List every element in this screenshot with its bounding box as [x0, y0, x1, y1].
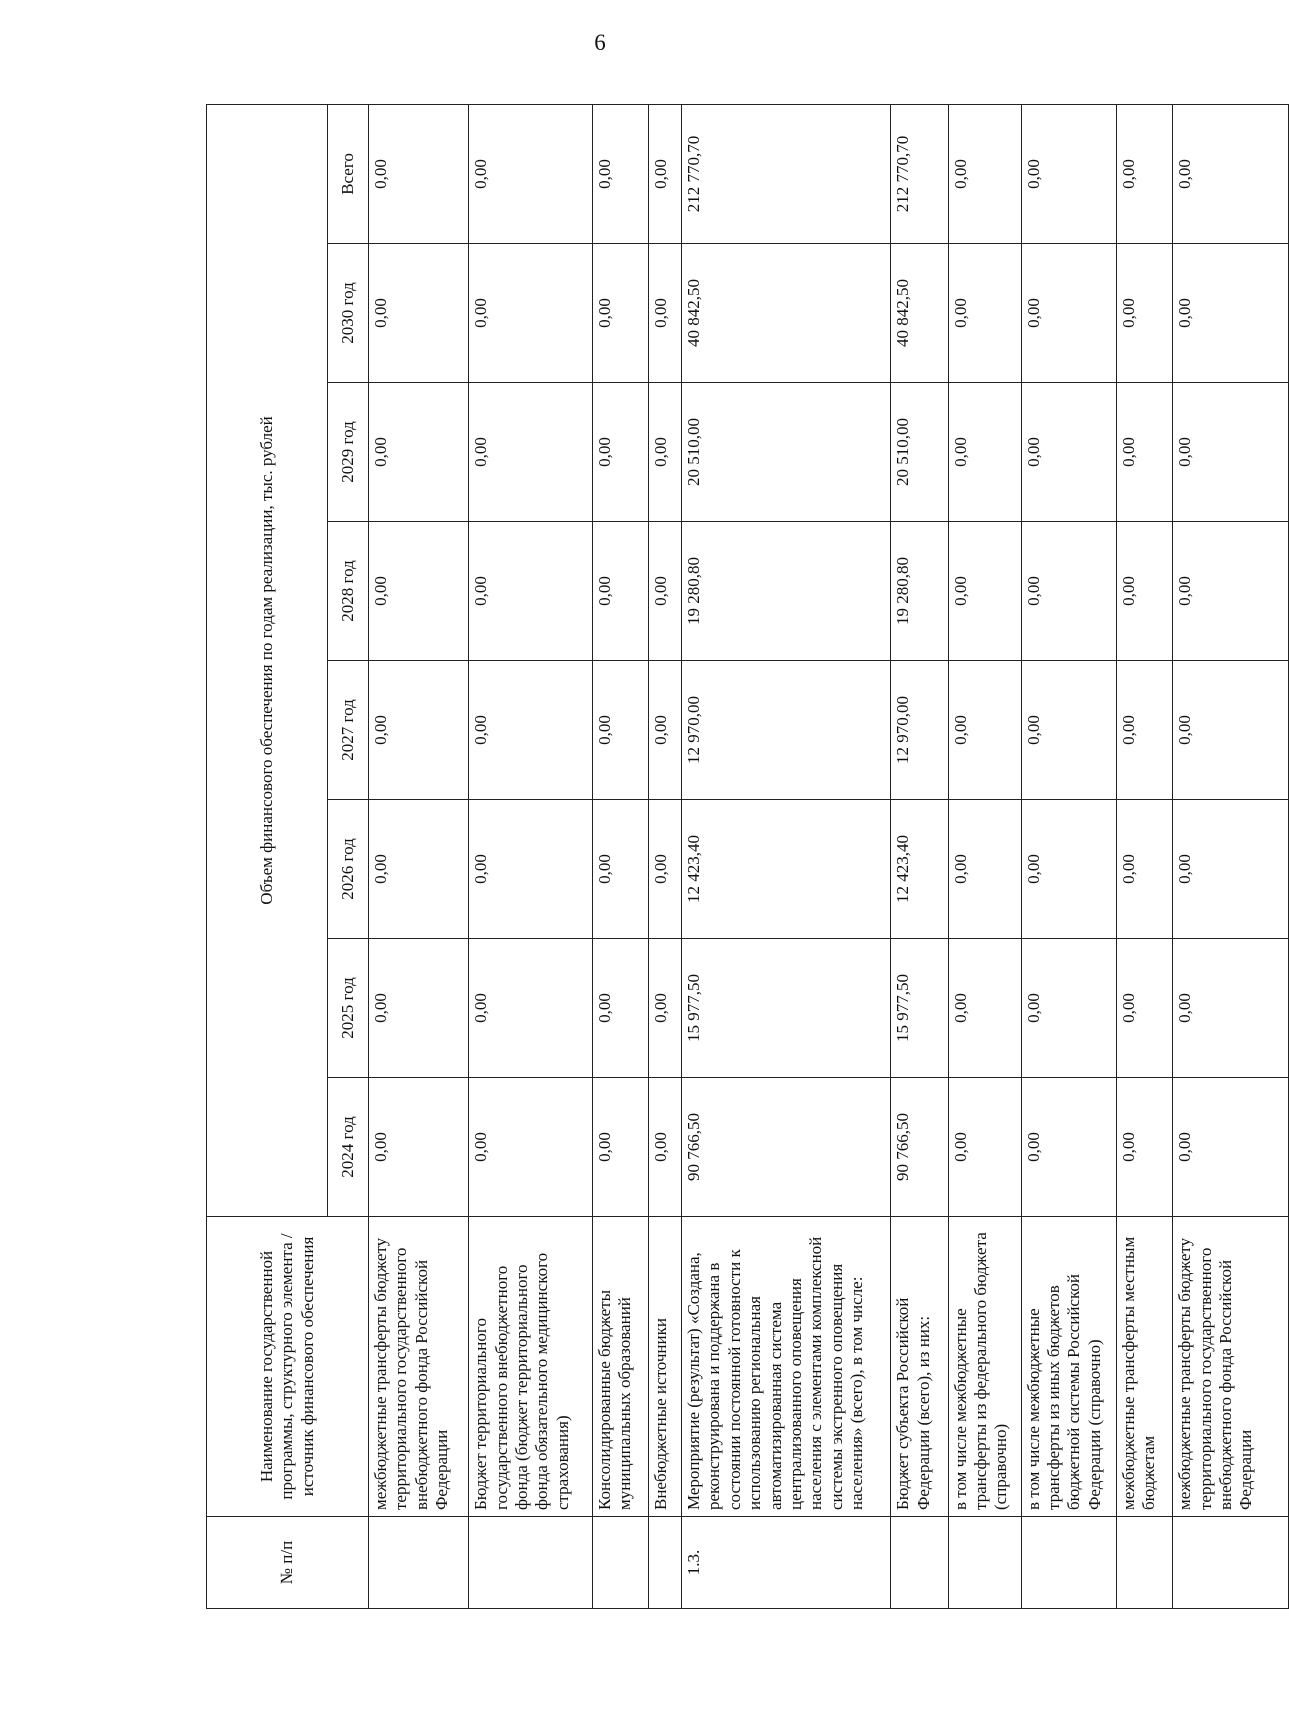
- row-value: 0,00: [369, 661, 469, 800]
- row-value: 0,00: [948, 383, 1021, 522]
- row-value: 0,00: [1117, 939, 1173, 1078]
- row-value: 0,00: [369, 522, 469, 661]
- row-index: [1021, 1517, 1116, 1609]
- row-value: 0,00: [592, 661, 648, 800]
- row-value: 0,00: [592, 522, 648, 661]
- row-total: 212 770,70: [681, 104, 890, 243]
- table-row: [891, 104, 948, 1608]
- row-value: 0,00: [1117, 244, 1173, 383]
- table-row: [369, 104, 469, 1608]
- row-value: 0,00: [1021, 939, 1116, 1078]
- row-value: 0,00: [469, 939, 592, 1078]
- table-row: [648, 104, 681, 1608]
- row-value: 0,00: [1021, 800, 1116, 939]
- row-value: 0,00: [1173, 244, 1289, 383]
- row-value: 12 970,00: [891, 661, 948, 800]
- row-total: 0,00: [1173, 104, 1289, 243]
- header-index: № п/п: [207, 1517, 369, 1609]
- row-value: 20 510,00: [891, 383, 948, 522]
- row-value: 19 280,80: [681, 522, 890, 661]
- row-index: [469, 1517, 592, 1609]
- row-value: 90 766,50: [681, 1078, 890, 1217]
- row-value: 0,00: [1021, 522, 1116, 661]
- header-name: Наименование государственной программы, структурного элемента / источник финансового обеспечения: [207, 1217, 369, 1517]
- row-value: 0,00: [1117, 383, 1173, 522]
- row-total: 0,00: [592, 104, 648, 243]
- row-index: [948, 1517, 1021, 1609]
- row-name: межбюджетные трансферты бюджету территориального государственного внебюджетного фонда Российской Федерации: [369, 1217, 469, 1517]
- row-value: 0,00: [369, 800, 469, 939]
- rotated-table-container: [206, 105, 1289, 1609]
- row-value: 0,00: [1021, 1078, 1116, 1217]
- row-value: 0,00: [1117, 522, 1173, 661]
- table-row: [681, 104, 890, 1608]
- row-index: [369, 1517, 469, 1609]
- row-total: 0,00: [369, 104, 469, 243]
- row-value: 0,00: [592, 800, 648, 939]
- row-value: 20 510,00: [681, 383, 890, 522]
- row-value: 40 842,50: [891, 244, 948, 383]
- row-total: 0,00: [1117, 104, 1173, 243]
- row-name: в том числе межбюджетные трансферты из федерального бюджета (справочно): [948, 1217, 1021, 1517]
- row-value: 0,00: [469, 1078, 592, 1217]
- header-financing-group: Объем финансового обеспечения по годам реализации, тыс. рублей: [207, 104, 328, 1216]
- row-total: 212 770,70: [891, 104, 948, 243]
- row-value: 0,00: [948, 522, 1021, 661]
- row-name: Бюджет территориального государственного внебюджетного фонда (бюджет территориального фонда обязательного медицинского страхования): [469, 1217, 592, 1517]
- row-value: 0,00: [648, 244, 681, 383]
- row-value: 0,00: [592, 244, 648, 383]
- row-value: 0,00: [469, 522, 592, 661]
- row-name: Мероприятие (результат) «Создана, реконструирована и поддержана в состоянии постоянной готовности к использованию региональная автоматизированная система централизованного оповещения населения с элементами комплексной системы экстренного оповещения населения» (всего), в том числе:: [681, 1217, 890, 1517]
- page-number: 6: [594, 30, 606, 55]
- row-index: 1.3.: [681, 1517, 890, 1609]
- row-name: Консолидированные бюджеты муниципальных образований: [592, 1217, 648, 1517]
- row-index: [592, 1517, 648, 1609]
- row-value: 0,00: [948, 800, 1021, 939]
- header-year: 2028 год: [328, 522, 369, 661]
- row-index: [1173, 1517, 1289, 1609]
- header-total: Всего: [328, 104, 369, 243]
- row-value: 0,00: [469, 383, 592, 522]
- row-value: 40 842,50: [681, 244, 890, 383]
- row-value: 0,00: [469, 800, 592, 939]
- row-total: 0,00: [948, 104, 1021, 243]
- row-name: в том числе межбюджетные трансферты из иных бюджетов бюджетной системы Российской Федерации (справочно): [1021, 1217, 1116, 1517]
- row-value: 19 280,80: [891, 522, 948, 661]
- row-name: Бюджет субъекта Российской Федерации (всего), из них:: [891, 1217, 948, 1517]
- row-value: 0,00: [648, 383, 681, 522]
- row-index: [1117, 1517, 1173, 1609]
- table-row: [1117, 104, 1173, 1608]
- row-index: [891, 1517, 948, 1609]
- row-value: 0,00: [1117, 661, 1173, 800]
- row-value: 0,00: [369, 939, 469, 1078]
- row-value: 0,00: [948, 1078, 1021, 1217]
- table-row: [948, 104, 1021, 1608]
- row-value: 0,00: [1117, 800, 1173, 939]
- row-value: 0,00: [1021, 383, 1116, 522]
- header-year: 2030 год: [328, 244, 369, 383]
- row-value: 0,00: [369, 383, 469, 522]
- table-row: [592, 104, 648, 1608]
- row-value: 15 977,50: [891, 939, 948, 1078]
- header-year: 2029 год: [328, 383, 369, 522]
- row-value: 0,00: [592, 1078, 648, 1217]
- row-name: межбюджетные трансферты бюджету территориального государственного внебюджетного фонда Российской Федерации: [1173, 1217, 1289, 1517]
- row-value: 0,00: [369, 1078, 469, 1217]
- row-value: 0,00: [1173, 522, 1289, 661]
- header-year: 2027 год: [328, 661, 369, 800]
- row-value: 0,00: [369, 244, 469, 383]
- row-total: 0,00: [1021, 104, 1116, 243]
- header-row-group: [207, 104, 328, 1608]
- row-value: 0,00: [592, 383, 648, 522]
- table-row: [1021, 104, 1116, 1608]
- row-value: 0,00: [648, 800, 681, 939]
- row-total: 0,00: [469, 104, 592, 243]
- row-index: [648, 1517, 681, 1609]
- row-value: 0,00: [1173, 800, 1289, 939]
- table-row: [469, 104, 592, 1608]
- row-total: 0,00: [648, 104, 681, 243]
- row-value: 0,00: [1021, 661, 1116, 800]
- header-year: 2026 год: [328, 800, 369, 939]
- row-value: 0,00: [948, 244, 1021, 383]
- row-value: 0,00: [1117, 1078, 1173, 1217]
- row-value: 0,00: [1173, 661, 1289, 800]
- financing-table: [206, 104, 1289, 1609]
- table-row: [1173, 104, 1289, 1608]
- row-value: 12 423,40: [681, 800, 890, 939]
- row-name: межбюджетные трансферты местным бюджетам: [1117, 1217, 1173, 1517]
- row-value: 0,00: [648, 661, 681, 800]
- header-year: 2024 год: [328, 1078, 369, 1217]
- row-value: 0,00: [1021, 244, 1116, 383]
- row-value: 90 766,50: [891, 1078, 948, 1217]
- row-name: Внебюджетные источники: [648, 1217, 681, 1517]
- row-value: 15 977,50: [681, 939, 890, 1078]
- row-value: 0,00: [1173, 383, 1289, 522]
- row-value: 0,00: [648, 1078, 681, 1217]
- row-value: 0,00: [948, 661, 1021, 800]
- row-value: 0,00: [648, 939, 681, 1078]
- row-value: 12 970,00: [681, 661, 890, 800]
- row-value: 0,00: [469, 244, 592, 383]
- row-value: 0,00: [1173, 1078, 1289, 1217]
- row-value: 0,00: [469, 661, 592, 800]
- row-value: 0,00: [1173, 939, 1289, 1078]
- row-value: 0,00: [592, 939, 648, 1078]
- row-value: 0,00: [648, 522, 681, 661]
- row-value: 12 423,40: [891, 800, 948, 939]
- row-value: 0,00: [948, 939, 1021, 1078]
- header-year: 2025 год: [328, 939, 369, 1078]
